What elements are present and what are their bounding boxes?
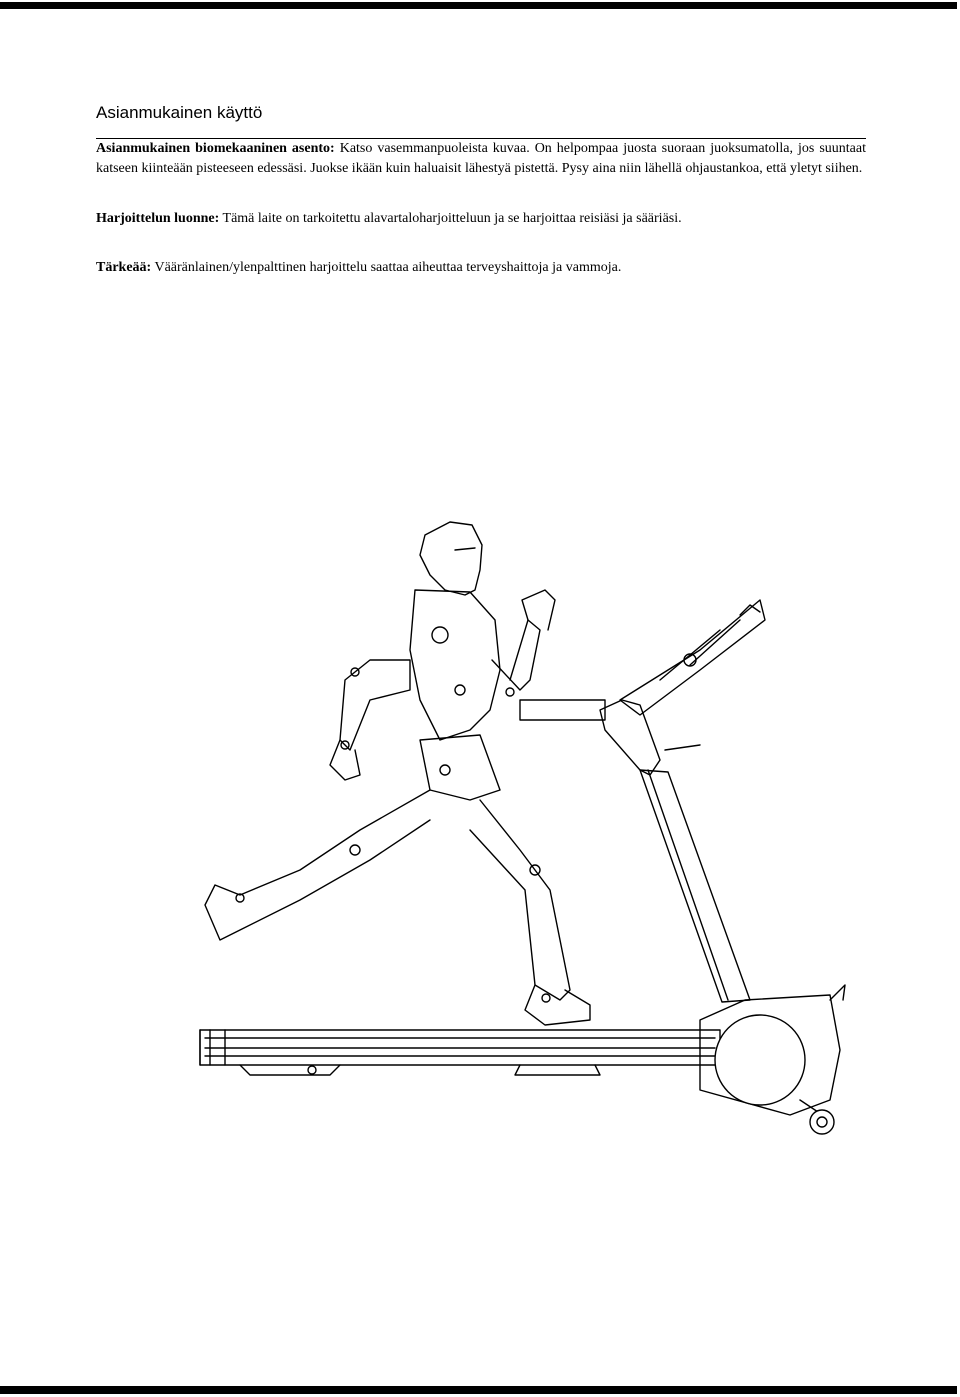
runner-rear-leg (205, 790, 430, 940)
paragraph-important-label: Tärkeää: (96, 260, 152, 275)
paragraph-posture-text: Katso vasemmanpuoleista kuvaa. On helpompaa juosta suoraan juoksumatolla, jos suuntaat katseen kiinteään pisteeseen edessäsi. Juokse ikään kuin haluaisit lähestyä pistettä. Pysy aina niin lähellä ohjaustankoa, että yletyt siihen. (96, 141, 866, 176)
runner-rear-arm (340, 660, 410, 750)
section-heading: Asianmukainen käyttö (96, 103, 263, 122)
front-roller (715, 1015, 805, 1105)
runner-head (420, 522, 482, 595)
treadmill-upright (640, 770, 750, 1002)
runner-figure (205, 522, 590, 1025)
handlebar (520, 700, 605, 720)
runner-pelvis (420, 735, 500, 800)
console (620, 600, 765, 715)
bottom-border-bar (0, 1386, 957, 1394)
runner-torso (410, 590, 500, 740)
paragraph-posture-label: Asianmukainen biomekaaninen asento: (96, 141, 335, 156)
paragraph-important-text: Vääränlainen/ylenpalttinen harjoittelu saattaa aiheuttaa terveyshaittoja ja vammoja. (151, 260, 622, 275)
paragraph-nature-text: Tämä laite on tarkoitettu alavartaloharjoitteluun ja se harjoittaa reisiäsi ja sääriäsi. (219, 211, 682, 226)
runner-front-leg (470, 800, 570, 1000)
treadmill (200, 600, 845, 1134)
transport-wheel (810, 1110, 834, 1134)
paragraph-nature-label: Harjoittelun luonne: (96, 211, 220, 226)
